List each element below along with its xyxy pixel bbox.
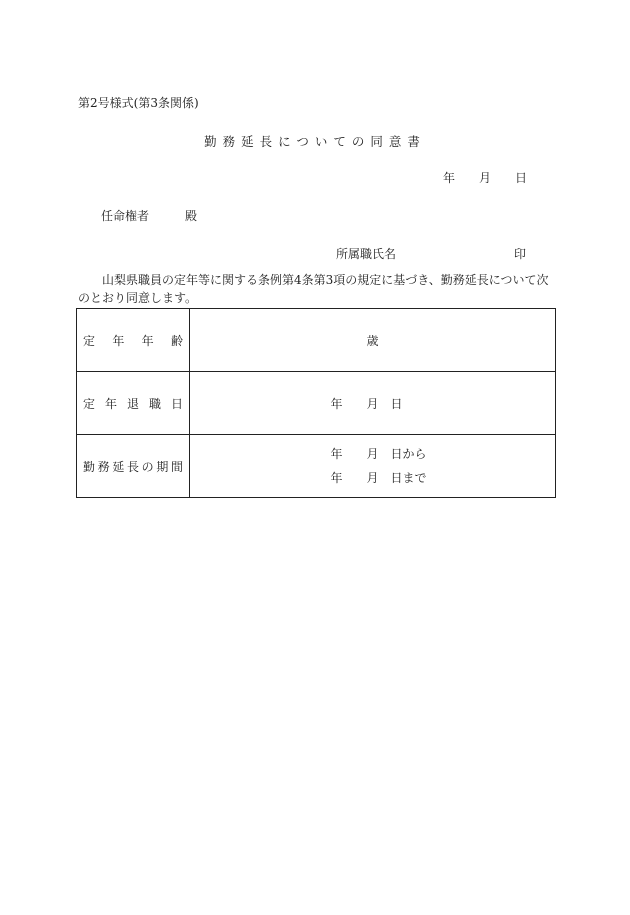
table-row bbox=[77, 309, 556, 372]
period-from: 年 月 日から bbox=[330, 447, 427, 461]
addressee bbox=[101, 207, 197, 224]
date-month: 月 bbox=[366, 396, 379, 411]
consent-statement: 山梨県職員の定年等に関する条例第4条第3項の規定に基づき、勤務延長について次のとおり同意します。 bbox=[78, 273, 549, 305]
addressee-honorific: 殿 bbox=[185, 209, 198, 223]
header-date bbox=[443, 169, 527, 186]
row-label: 定年年齢 bbox=[77, 309, 190, 372]
row-label: 定年退職日 bbox=[77, 372, 190, 435]
signer-label: 所属職氏名 bbox=[336, 247, 397, 261]
retirement-age-cell bbox=[190, 309, 556, 372]
extension-period-cell bbox=[190, 435, 556, 498]
header-date-year: 年 bbox=[443, 171, 456, 185]
form-number: 第2号様式(第3条関係) bbox=[78, 96, 199, 110]
retirement-date-cell bbox=[190, 372, 556, 435]
seal-mark: 印 bbox=[514, 247, 527, 261]
row-label: 勤務延長の期間 bbox=[77, 435, 190, 498]
header-date-day: 日 bbox=[515, 171, 528, 185]
consent-details-table bbox=[76, 308, 556, 498]
table-row bbox=[77, 372, 556, 435]
document-title: 勤務延長についての同意書 bbox=[204, 134, 426, 149]
table-row bbox=[77, 435, 556, 498]
age-unit: 歳 bbox=[366, 333, 379, 348]
date-year: 年 bbox=[330, 396, 343, 411]
addressee-name: 任命権者 bbox=[101, 209, 150, 223]
date-day: 日 bbox=[390, 396, 403, 411]
header-date-month: 月 bbox=[479, 171, 492, 185]
period-to: 年 月 日まで bbox=[330, 471, 427, 485]
